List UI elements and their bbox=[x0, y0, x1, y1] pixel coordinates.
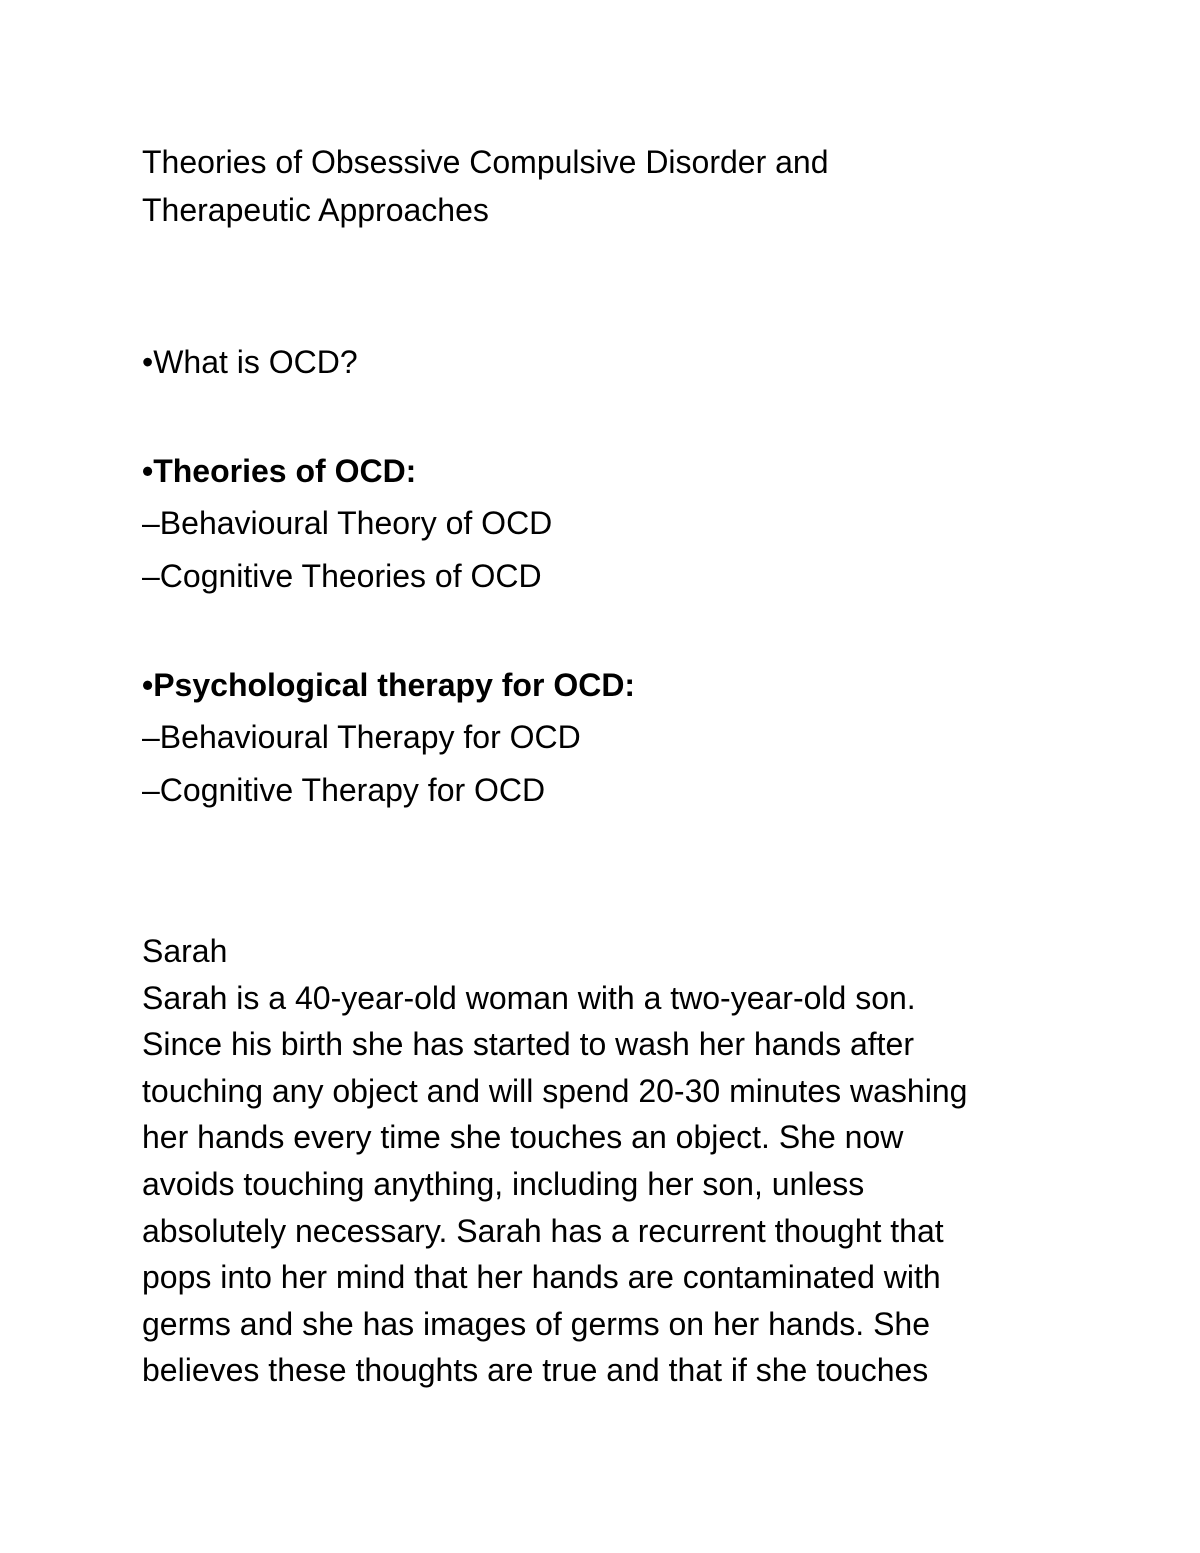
outline-theories-heading: •Theories of OCD: bbox=[142, 453, 417, 489]
case-study bbox=[142, 928, 1072, 1394]
case-study-line: pops into her mind that her hands are contaminated with bbox=[142, 1259, 941, 1296]
title-line-2: Therapeutic Approaches bbox=[142, 192, 489, 228]
title-line-1: Theories of Obsessive Compulsive Disorder and bbox=[142, 144, 829, 180]
page-title bbox=[142, 138, 1042, 234]
case-study-line: absolutely necessary. Sarah has a recurrent thought that bbox=[142, 1212, 944, 1249]
outline-therapy-heading: •Psychological therapy for OCD: bbox=[142, 667, 636, 703]
outline-theory-behavioural: –Behavioural Theory of OCD bbox=[142, 505, 553, 541]
case-study-line: germs and she has images of germs on her hands. She bbox=[142, 1305, 930, 1342]
case-study-line: touching any object and will spend 20-30 minutes washing bbox=[142, 1072, 968, 1109]
case-study-line: her hands every time she touches an object. She now bbox=[142, 1119, 904, 1156]
outline-what-is-ocd: •What is OCD? bbox=[142, 344, 358, 380]
case-study-line: Since his birth she has started to wash her hands after bbox=[142, 1026, 914, 1063]
outline-therapy-behavioural: –Behavioural Therapy for OCD bbox=[142, 719, 581, 755]
case-study-name: Sarah bbox=[142, 933, 228, 969]
case-study-line: avoids touching anything, including her son, unless bbox=[142, 1165, 865, 1202]
outline-theory-cognitive: –Cognitive Theories of OCD bbox=[142, 558, 542, 594]
case-study-line: believes these thoughts are true and that if she touches bbox=[142, 1352, 929, 1389]
outline-therapy-cognitive: –Cognitive Therapy for OCD bbox=[142, 772, 546, 808]
case-study-line: Sarah is a 40-year-old woman with a two-year-old son. bbox=[142, 979, 916, 1016]
